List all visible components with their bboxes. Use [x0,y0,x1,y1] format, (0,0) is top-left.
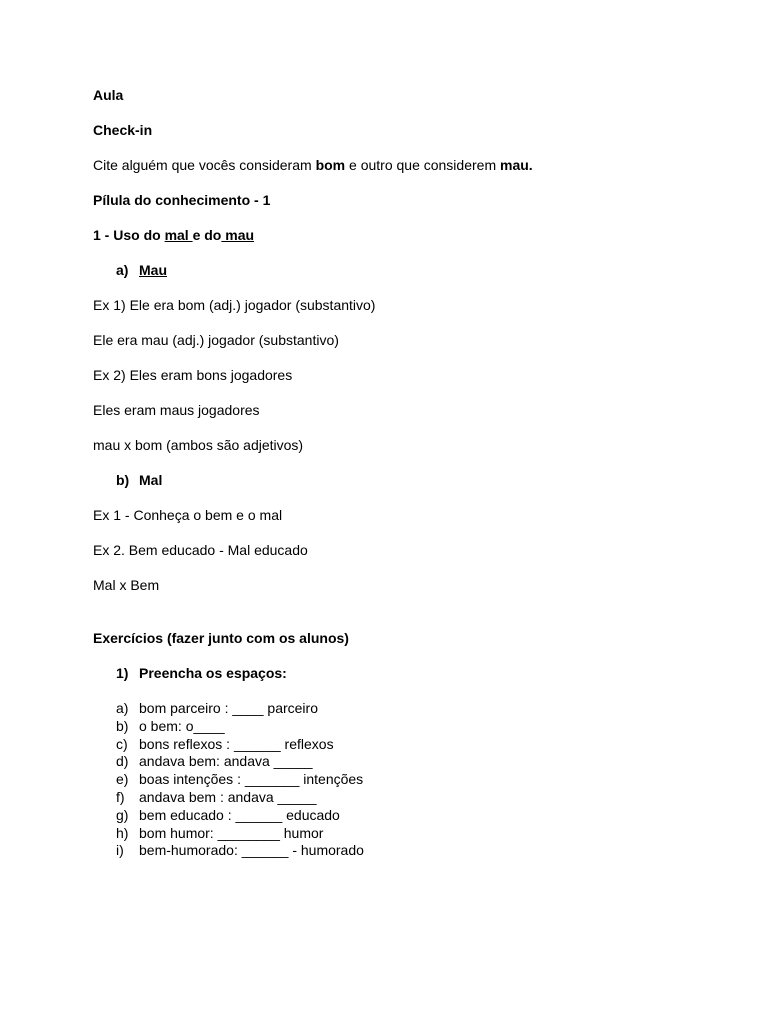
example-line: Ex 2. Bem educado - Mal educado [93,542,308,558]
document-page [93,87,713,860]
list-item: h) bom humor: ________ humor [116,824,324,841]
list-item: c) bons reflexos : ______ reflexos [116,735,334,752]
example-line: Ele era mau (adj.) jogador (substantivo) [93,332,339,348]
checkin-prompt: Cite alguém que vocês consideram bom e outro que considerem mau. [93,157,533,173]
exercicios-heading: Exercícios (fazer junto com os alunos) [93,630,349,646]
list-item: f) andava bem : andava _____ [116,788,317,805]
list-item: e) boas intenções : _______ intenções [116,771,364,788]
example-line: Ex 2) Eles eram bons jogadores [93,367,293,383]
exercise-list [93,700,713,860]
section-a-heading: a) Mau [116,262,167,278]
list-item: d) andava bem: andava _____ [116,753,313,770]
list-item: i) bem-humorado: ______ - humorado [116,842,364,859]
list-item: a) bom parceiro : ____ parceiro [116,700,318,716]
example-line: Ex 1) Ele era bom (adj.) jogador (substantivo) [93,297,376,313]
question-1-heading: 1) Preencha os espaços: [116,665,287,681]
uso-heading: 1 - Uso do mal e do mau [93,227,255,243]
list-item: g) bem educado : ______ educado [116,806,340,823]
example-line: Mal x Bem [93,577,160,593]
aula-heading: Aula [93,87,124,103]
example-line: mau x bom (ambos são adjetivos) [93,437,304,453]
pilula-heading: Pílula do conhecimento - 1 [93,192,271,208]
example-line: Ex 1 - Conheça o bem e o mal [93,507,283,523]
section-b-heading: b) Mal [116,472,163,488]
checkin-heading: Check-in [93,122,153,138]
example-line: Eles eram maus jogadores [93,402,260,418]
list-item: b) o bem: o____ [116,717,225,734]
